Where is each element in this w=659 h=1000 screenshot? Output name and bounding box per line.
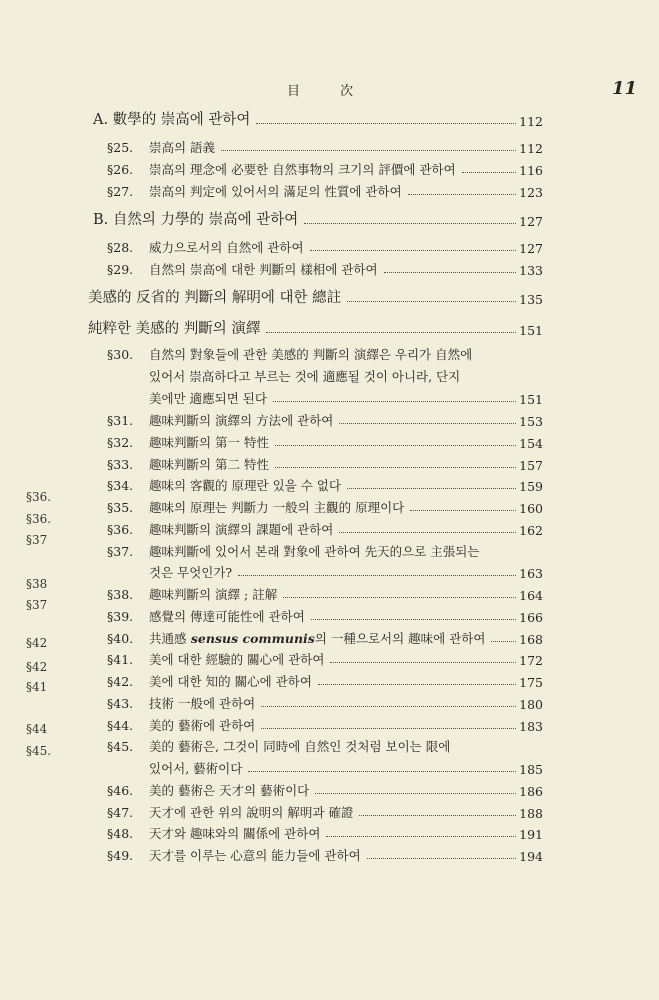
entry-title: 自然의 崇高에 대한 判斷의 樣相에 관하여 xyxy=(149,262,378,277)
toc-page-number: 154 xyxy=(519,436,543,451)
entry-title: 趣味判斷의 第一 特性 xyxy=(149,435,270,450)
section-number: §46. xyxy=(107,783,134,798)
toc-entry-text xyxy=(107,455,269,473)
dot-leader xyxy=(491,641,516,642)
toc-page-number: 183 xyxy=(519,719,543,734)
dot-leader xyxy=(275,467,516,468)
toc-entry xyxy=(107,625,543,647)
entry-title: 美感的 反省的 判斷의 解明에 대한 總註 xyxy=(88,290,342,306)
section-number: §42. xyxy=(107,674,134,689)
toc-page-number: 168 xyxy=(519,632,543,647)
section-number: §33. xyxy=(107,457,134,472)
toc-entry-text xyxy=(107,520,333,538)
dot-leader xyxy=(410,510,516,511)
toc-entry-text xyxy=(107,542,479,560)
dot-leader xyxy=(273,401,516,402)
section-number: §44. xyxy=(107,718,134,733)
toc-entry-text xyxy=(107,803,353,821)
toc-entry-text xyxy=(107,238,304,256)
toc-entry-text xyxy=(107,585,277,603)
entry-title: B. 自然의 力學的 崇高에 관하여 xyxy=(93,212,299,228)
toc-page-number: 116 xyxy=(519,163,543,178)
toc-entry xyxy=(93,207,543,229)
dot-leader xyxy=(462,172,516,173)
dot-leader xyxy=(384,272,517,273)
toc-entry-text xyxy=(107,160,456,178)
toc-entry-text xyxy=(149,389,267,407)
entry-title: 趣味判斷의 第二 特性 xyxy=(149,457,270,472)
entry-title: 美的 藝術은, 그것이 同時에 自然인 것처럼 보이는 限에 xyxy=(149,739,451,754)
entry-title: 美的 藝術은 天才의 藝術이다 xyxy=(149,783,310,798)
toc-entry xyxy=(107,538,543,560)
section-number: §43. xyxy=(107,696,134,711)
dot-leader xyxy=(408,194,516,195)
toc-entry xyxy=(107,494,543,516)
dot-leader xyxy=(347,301,516,302)
toc-entry-text xyxy=(107,672,312,690)
toc-entry-text xyxy=(107,138,215,156)
toc-entry xyxy=(107,134,543,156)
toc-entry xyxy=(93,107,543,129)
toc-entry xyxy=(107,256,543,278)
toc-entry-text xyxy=(88,317,260,338)
toc-entry-text xyxy=(149,759,242,777)
dot-leader xyxy=(311,619,516,620)
toc-entry xyxy=(149,755,543,777)
margin-annotation: §42 xyxy=(26,660,48,674)
toc-entry-text xyxy=(107,650,324,668)
toc-page-number: 157 xyxy=(519,458,543,473)
entry-title: 趣味의 原理는 判斷力 一般의 主觀的 原理이다 xyxy=(149,500,405,515)
entry-title: 崇高의 判定에 있어서의 滿足의 性質에 관하여 xyxy=(149,184,402,199)
toc-page-number: 151 xyxy=(519,323,543,338)
section-number: §29. xyxy=(107,262,134,277)
toc-page-number: 133 xyxy=(519,263,543,278)
toc-entry xyxy=(149,559,543,581)
entry-title-cont: 의 一種으로서의 趣味에 관하여 xyxy=(314,631,486,646)
toc-entry-text xyxy=(88,286,341,307)
section-number: §31. xyxy=(107,413,134,428)
page-header-title: 目 次 xyxy=(287,84,372,99)
toc-page-number: 163 xyxy=(519,566,543,581)
dot-leader xyxy=(359,815,516,816)
entry-title: 技術 一般에 관하여 xyxy=(149,696,256,711)
toc-entry xyxy=(107,603,543,625)
entry-title: 美에 대한 知的 關心에 관하여 xyxy=(149,674,312,689)
dot-leader xyxy=(221,150,516,151)
toc-entry xyxy=(107,799,543,821)
toc-entry xyxy=(107,472,543,494)
toc-page-number: 135 xyxy=(519,292,543,307)
toc-page-number: 164 xyxy=(519,588,543,603)
toc-entry xyxy=(107,451,543,473)
toc-entry-text xyxy=(107,824,320,842)
dot-leader xyxy=(339,423,516,424)
toc-entry-text xyxy=(149,563,232,581)
entry-title: 있어서 崇高하다고 부르는 것에 適應될 것이 아니라, 단지 xyxy=(149,369,461,384)
toc-entry-text xyxy=(107,433,269,451)
dot-leader xyxy=(304,223,516,224)
toc-entry xyxy=(107,668,543,690)
toc-page-number: 123 xyxy=(519,185,543,200)
toc-entry-text xyxy=(107,260,378,278)
toc-entry xyxy=(107,712,543,734)
entry-title: 威力으로서의 自然에 관하여 xyxy=(149,240,304,255)
entry-title: 美에만 適應되면 된다 xyxy=(149,391,267,406)
toc-entry-text xyxy=(107,476,341,494)
margin-annotation: §42 xyxy=(26,636,48,650)
toc-entry xyxy=(107,777,543,799)
toc-entry xyxy=(107,407,543,429)
dot-leader xyxy=(256,123,516,124)
toc-page-number: 185 xyxy=(519,762,543,777)
toc-page-number: 186 xyxy=(519,784,543,799)
section-number: §41. xyxy=(107,652,134,667)
toc-page-number: 175 xyxy=(519,675,543,690)
section-number: §49. xyxy=(107,848,134,863)
toc-entry xyxy=(107,733,543,755)
entry-title: 趣味判斷의 演繹 ; 註解 xyxy=(149,587,278,602)
entry-title: 天才에 관한 위의 說明의 解明과 確證 xyxy=(149,805,354,820)
dot-leader xyxy=(261,728,516,729)
toc-entry-text xyxy=(149,367,460,385)
section-number: §35. xyxy=(107,500,134,515)
dot-leader xyxy=(326,836,516,837)
toc-page-number: 166 xyxy=(519,610,543,625)
toc-page-number: 127 xyxy=(519,241,543,256)
section-number: §39. xyxy=(107,609,134,624)
toc-page-number: 188 xyxy=(519,806,543,821)
toc-entry xyxy=(107,581,543,603)
entry-title: 共通感 xyxy=(149,631,187,646)
toc-entry xyxy=(107,234,543,256)
toc-entry xyxy=(149,363,543,385)
section-number: §37. xyxy=(107,544,134,559)
entry-title: 天才를 이루는 心意의 能力들에 관하여 xyxy=(149,848,361,863)
toc-page-number: 194 xyxy=(519,849,543,864)
toc-entry xyxy=(88,316,543,338)
dot-leader xyxy=(310,250,517,251)
toc-entry-text xyxy=(107,781,309,799)
margin-annotation: §36. xyxy=(26,512,52,526)
entry-title: 感覺의 傳達可能性에 관하여 xyxy=(149,609,305,624)
entry-title: 崇高의 理念에 必要한 自然事物의 크기의 評價에 관하여 xyxy=(149,162,456,177)
toc-page-number: 191 xyxy=(519,827,543,842)
toc-entry-text xyxy=(107,345,472,363)
toc-entry-text xyxy=(107,846,361,864)
section-number: §32. xyxy=(107,435,134,450)
entry-title: A. 數學的 崇高에 관하여 xyxy=(93,112,251,128)
margin-annotation: §45. xyxy=(26,744,52,758)
section-number: §36. xyxy=(107,522,134,537)
entry-title: 趣味判斷에 있어서 본래 對象에 관하여 先天的으로 主張되는 xyxy=(149,544,480,559)
toc-page-number: 180 xyxy=(519,697,543,712)
toc-entry xyxy=(149,385,543,407)
dot-leader xyxy=(238,575,516,576)
toc-entry-text xyxy=(93,208,298,229)
entry-title: 것은 무엇인가? xyxy=(149,565,233,580)
toc-page-number: 112 xyxy=(519,141,543,156)
toc-entry xyxy=(107,820,543,842)
section-number: §45. xyxy=(107,739,134,754)
toc-page-number: 127 xyxy=(519,214,543,229)
toc-page-number: 153 xyxy=(519,414,543,429)
toc-entry-text xyxy=(107,716,255,734)
section-number: §38. xyxy=(107,587,134,602)
margin-annotation: §37 xyxy=(26,533,48,547)
entry-title: 美에 대한 經驗的 關心에 관하여 xyxy=(149,652,325,667)
toc-entry-text xyxy=(107,182,402,200)
entry-title: 趣味의 客觀的 原理란 있을 수 없다 xyxy=(149,478,341,493)
toc-entry-text xyxy=(93,108,250,129)
toc-entry xyxy=(107,178,543,200)
entry-title: 趣味判斷의 演繹의 方法에 관하여 xyxy=(149,413,334,428)
section-number: §28. xyxy=(107,240,134,255)
toc-page-number: 160 xyxy=(519,501,543,516)
entry-title: 自然의 對象들에 관한 美感的 判斷의 演繹은 우리가 自然에 xyxy=(149,347,473,362)
margin-annotation: §38 xyxy=(26,577,48,591)
toc-entry xyxy=(107,646,543,668)
toc-page-number: 162 xyxy=(519,523,543,538)
toc-entry xyxy=(88,285,543,307)
toc-entry xyxy=(107,156,543,178)
toc-page-number: 151 xyxy=(519,392,543,407)
page-number: 11 xyxy=(611,78,637,99)
margin-annotation: §44 xyxy=(26,722,48,736)
toc-entry xyxy=(107,341,543,363)
section-number: §30. xyxy=(107,347,134,362)
entry-title: 天才와 趣味와의 關係에 관하여 xyxy=(149,826,321,841)
toc-entry-text xyxy=(107,737,450,755)
dot-leader xyxy=(283,597,516,598)
dot-leader xyxy=(248,771,516,772)
dot-leader xyxy=(261,706,516,707)
toc-entry-text xyxy=(107,607,305,625)
dot-leader xyxy=(347,488,516,489)
toc-entry xyxy=(107,516,543,538)
entry-title: 崇高의 語義 xyxy=(149,140,216,155)
entry-title: 趣味判斷의 演繹의 課題에 관하여 xyxy=(149,522,334,537)
toc-entry-text xyxy=(107,498,404,516)
entry-title: 美的 藝術에 관하여 xyxy=(149,718,256,733)
toc-page-number: 172 xyxy=(519,653,543,668)
section-number: §34. xyxy=(107,478,134,493)
section-number: §26. xyxy=(107,162,134,177)
dot-leader xyxy=(315,793,516,794)
margin-annotation: §36. xyxy=(26,490,52,504)
section-number: §48. xyxy=(107,826,134,841)
toc-entry-text xyxy=(107,629,485,647)
dot-leader xyxy=(266,332,516,333)
dot-leader xyxy=(318,684,516,685)
section-number: §25. xyxy=(107,140,134,155)
toc-entry xyxy=(107,690,543,712)
dot-leader xyxy=(330,662,516,663)
entry-title: 있어서, 藝術이다 xyxy=(149,761,243,776)
dot-leader xyxy=(367,858,516,859)
toc-entry xyxy=(107,842,543,864)
dot-leader xyxy=(275,445,516,446)
dot-leader xyxy=(339,532,516,533)
toc-entry-text xyxy=(107,411,333,429)
toc-entry xyxy=(107,429,543,451)
toc-page-number: 112 xyxy=(519,114,543,129)
latin-term: sensus communis xyxy=(186,631,315,646)
section-number: §40. xyxy=(107,631,134,646)
entry-title: 純粹한 美感的 判斷의 演繹 xyxy=(88,321,261,337)
toc-page-number: 159 xyxy=(519,479,543,494)
margin-annotation: §41 xyxy=(26,680,48,694)
margin-annotation: §37 xyxy=(26,598,48,612)
toc-entry-text xyxy=(107,694,255,712)
section-number: §27. xyxy=(107,184,134,199)
section-number: §47. xyxy=(107,805,134,820)
